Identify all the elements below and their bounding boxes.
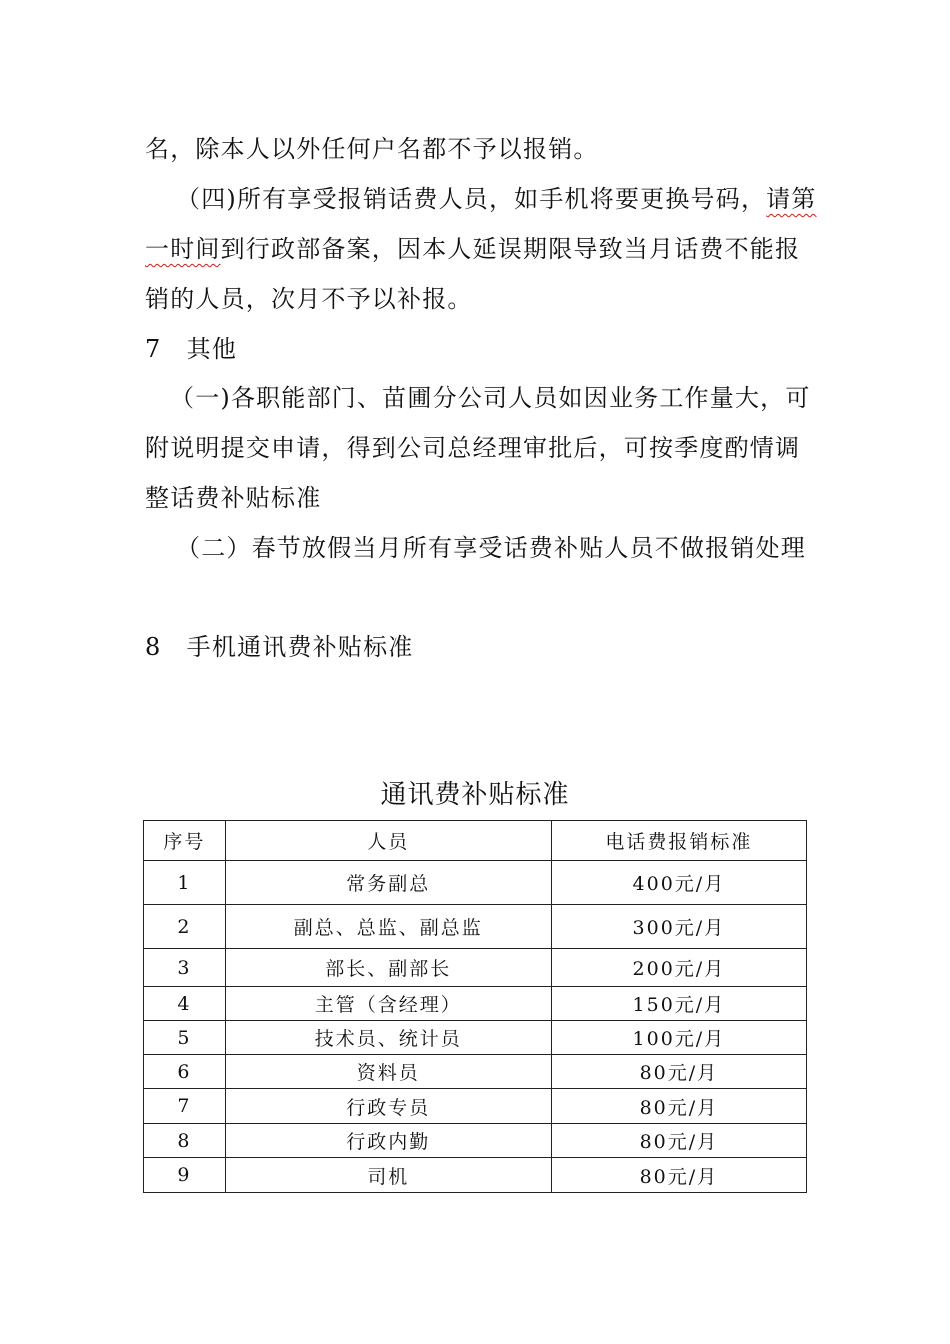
cell-personnel: 司机	[225, 1158, 551, 1193]
cell-index: 5	[144, 1021, 226, 1055]
table-row	[144, 1021, 807, 1055]
cell-standard: 400元/月	[551, 861, 806, 905]
cell-standard: 80元/月	[551, 1055, 806, 1089]
table-row	[144, 987, 807, 1021]
paragraph-line-4: 销的人员，次月不予以补报。	[145, 285, 473, 313]
subsidy-standard-table	[143, 820, 807, 1193]
header-cell-personnel: 人员	[225, 821, 551, 861]
paragraph-line-7: 附说明提交申请，得到公司总经理审批后，可按季度酌情调	[145, 434, 801, 462]
cell-standard: 150元/月	[551, 987, 806, 1021]
cell-personnel: 资料员	[225, 1055, 551, 1089]
paragraph-line-8: 整话费补贴标准	[145, 484, 322, 512]
cell-personnel: 行政内勤	[225, 1124, 551, 1158]
table-row	[144, 1158, 807, 1193]
cell-personnel: 部长、副部长	[225, 949, 551, 987]
table-row	[144, 905, 807, 949]
table-row	[144, 1089, 807, 1124]
table-row	[144, 1055, 807, 1089]
paragraph-text: （四)所有享受报销话费人员，如手机将要更换号码，	[176, 185, 767, 213]
spellcheck-underlined-text: 请第	[766, 185, 817, 213]
cell-index: 1	[144, 861, 226, 905]
cell-standard: 80元/月	[551, 1124, 806, 1158]
section-heading-7: 7 其他	[145, 335, 238, 363]
paragraph-line-9: （二）春节放假当月所有享受话费补贴人员不做报销处理	[176, 534, 806, 562]
table-row	[144, 861, 807, 905]
cell-standard: 80元/月	[551, 1089, 806, 1124]
cell-index: 4	[144, 987, 226, 1021]
cell-index: 3	[144, 949, 226, 987]
cell-index: 6	[144, 1055, 226, 1089]
cell-personnel: 常务副总	[225, 861, 551, 905]
spellcheck-underlined-text: 一时间	[145, 235, 221, 263]
paragraph-line-3	[145, 234, 800, 264]
section-heading-8: 8 手机通讯费补贴标准	[145, 633, 414, 661]
cell-standard: 80元/月	[551, 1158, 806, 1193]
cell-personnel: 副总、总监、副总监	[225, 905, 551, 949]
header-cell-standard: 电话费报销标准	[551, 821, 806, 861]
cell-personnel: 行政专员	[225, 1089, 551, 1124]
table-row	[144, 949, 807, 987]
cell-standard: 100元/月	[551, 1021, 806, 1055]
cell-standard: 300元/月	[551, 905, 806, 949]
cell-index: 9	[144, 1158, 226, 1193]
cell-personnel: 技术员、统计员	[225, 1021, 551, 1055]
cell-standard: 200元/月	[551, 949, 806, 987]
cell-index: 2	[144, 905, 226, 949]
table-title: 通讯费补贴标准	[380, 780, 570, 810]
cell-index: 8	[144, 1124, 226, 1158]
table-row	[144, 1124, 807, 1158]
cell-index: 7	[144, 1089, 226, 1124]
table-header-row	[144, 821, 807, 861]
paragraph-text: 到行政部备案，因本人延误期限导致当月话费不能报	[220, 235, 801, 263]
cell-personnel: 主管（含经理）	[225, 987, 551, 1021]
header-cell-index: 序号	[144, 821, 226, 861]
paragraph-line-6: （一)各职能部门、苗圃分公司人员如因业务工作量大，可	[170, 384, 811, 412]
paragraph-line-2	[176, 184, 817, 214]
paragraph-line-1: 名，除本人以外任何户名都不予以报销。	[145, 135, 599, 163]
